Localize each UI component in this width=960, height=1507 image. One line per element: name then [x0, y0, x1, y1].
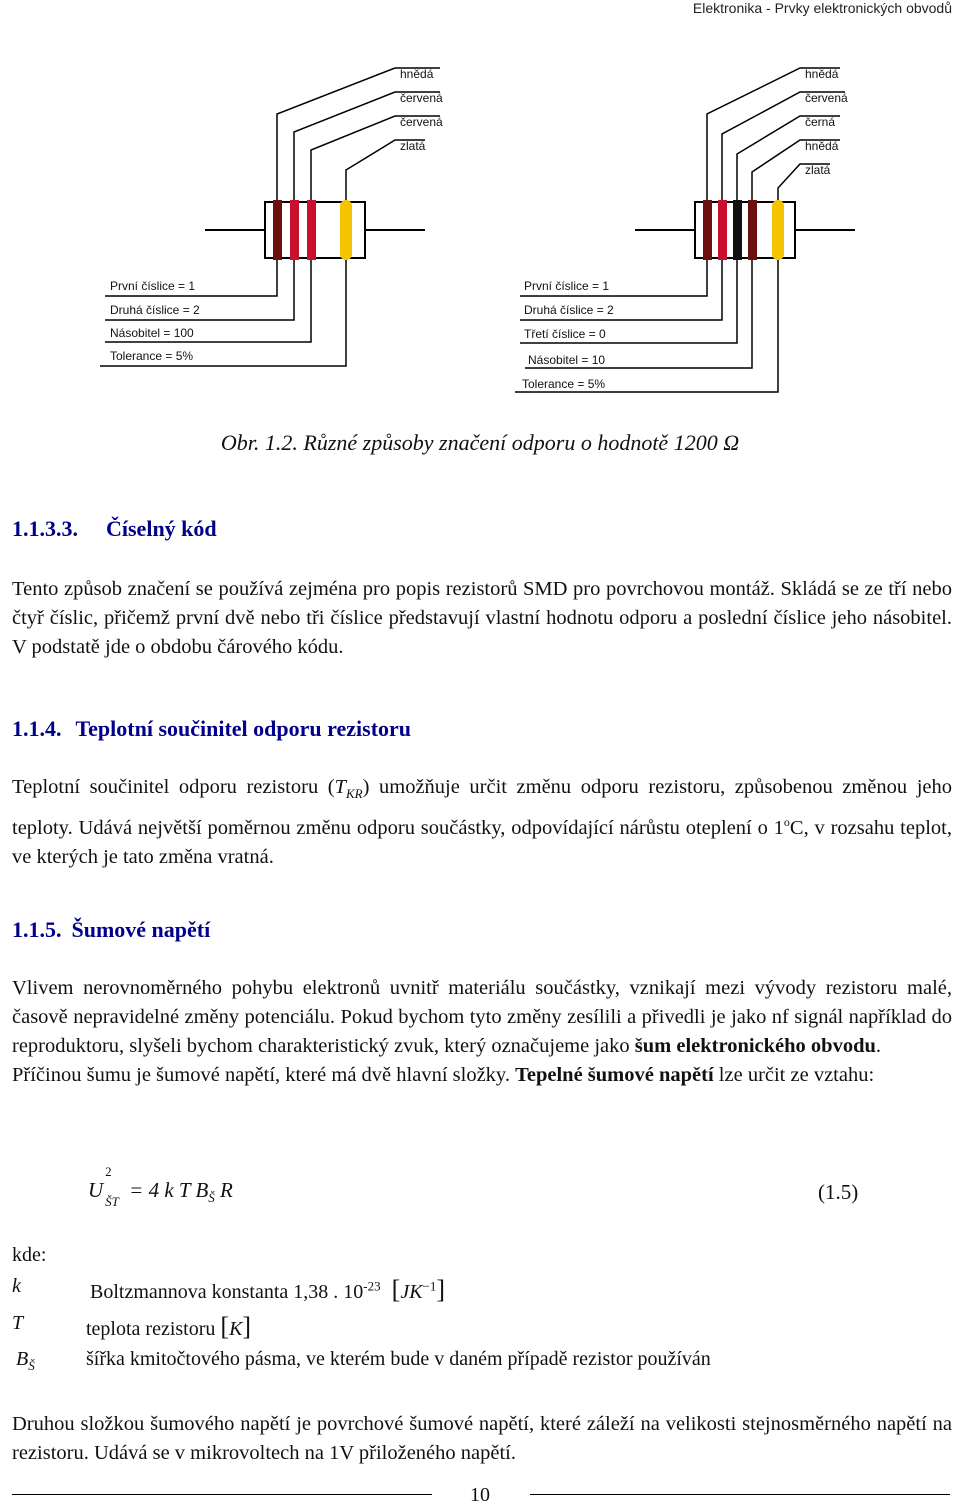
- definition-text: šířka kmitočtového pásma, ve kterém bude v daném případě rezistor používán: [86, 1348, 711, 1370]
- band-brown: [703, 200, 712, 260]
- label-bottom: Druhá číslice = 2: [524, 303, 614, 317]
- label-bottom: Násobitel = 100: [110, 326, 194, 340]
- definition-row: $B_Š$: [16, 1348, 35, 1373]
- paragraph-block: [12, 1410, 952, 1468]
- section-number: 1.1.4.: [12, 716, 62, 741]
- definition-text: teplota rezistoru [K]: [86, 1312, 252, 1341]
- paragraph: Teplotní součinitel odporu rezistoru $(T_{KR})$ umožňuje určit změnu odporu rezistoru, způsobenou změnou jeho teploty. Udává největší poměrnou změnu odporu součástky, odpovídající nárůstu oteplení o 1$^o$C, v rozsahu teplot, ve kterých je tato změna vratná.: [12, 776, 952, 868]
- section-heading: [12, 917, 210, 943]
- paragraph: Příčinou šumu je šumové napětí, které má dvě hlavní složky. Tepelné šumové napětí lze určit ze vztahu:: [12, 1064, 875, 1086]
- paragraph: Tento způsob značení se používá zejména pro popis rezistorů SMD pro povrchovou montáž. Skládá se ze tří nebo čtyř číslic, přičemž první dvě nebo tři číslice představují vlastní hodnotu odporu a poslední číslice jeho násobitel. V podstatě jde o obdobu čárového kódu.: [12, 578, 952, 658]
- band-red: [307, 200, 316, 260]
- label-top: červená: [400, 91, 443, 105]
- band-red: [290, 200, 299, 260]
- section-heading: [12, 516, 217, 542]
- band-brown: [748, 200, 757, 260]
- label-bottom: Třetí číslice = 0: [524, 327, 606, 341]
- figure-caption: Obr. 1.2. Různé způsoby značení odporu o hodnotě 1200 Ω: [220, 430, 740, 455]
- left-resistor: [100, 67, 443, 366]
- label-bottom: Násobitel = 10: [528, 353, 606, 367]
- label-top: červená: [805, 91, 848, 105]
- definition-text: Boltzmannova konstanta 1,38 . $10^{-23}$ $[JK^{-1}]$: [90, 1275, 446, 1304]
- label-top: zlatá: [805, 163, 831, 177]
- paragraph: Druhou složkou šumového napětí je povrchové šumové napětí, které záleží na velikosti stejnosměrného napětí na rezistoru. Udává se v mikrovoltech na 1V přiloženého napětí.: [12, 1413, 952, 1464]
- paragraph-block: [12, 575, 952, 662]
- label-top: hnědá: [400, 67, 434, 81]
- section-number: 1.1.5.: [12, 917, 62, 942]
- label-bottom: Druhá číslice = 2: [110, 303, 200, 317]
- label-bottom: První číslice = 1: [524, 279, 610, 293]
- band-gold: [772, 200, 784, 260]
- band-brown: [273, 200, 282, 260]
- right-resistor: [515, 67, 855, 392]
- section-title: Číselný kód: [106, 516, 217, 541]
- section-heading: [12, 716, 411, 742]
- label-bottom: První číslice = 1: [110, 279, 196, 293]
- label-top: hnědá: [805, 139, 839, 153]
- section-number: 1.1.3.3.: [12, 516, 78, 541]
- label-bottom: Tolerance = 5%: [522, 377, 606, 391]
- resistor-figure: [0, 50, 960, 410]
- paragraph: Vlivem nerovnoměrného pohybu elektronů uvnitř materiálu součástky, vznikají mezi vývody rezistoru malé, časově nepravidelné změny potenciálu. Pokud bychom tyto změny zesílili a přivedli je jako nf signál například do reproduktoru, slyšeli bychom charakteristický zvuk, který označujeme jako šum elektronického obvodu.: [12, 977, 952, 1057]
- band-black: [733, 200, 742, 260]
- paragraph-block: [12, 773, 952, 872]
- page-number: 10: [470, 1484, 490, 1506]
- label-bottom: Tolerance = 5%: [110, 349, 194, 363]
- running-header: Elektronika - Prvky elektronických obvodů: [692, 0, 952, 16]
- band-red: [718, 200, 727, 260]
- definitions-label: kde:: [12, 1244, 47, 1266]
- label-top: černá: [805, 115, 836, 129]
- section-title: Teplotní součinitel odporu rezistoru: [75, 716, 412, 741]
- equation: U 2 ŠT = 4 k T $B_Š$ R: [88, 1164, 233, 1209]
- band-gold: [340, 200, 352, 260]
- label-top: zlatá: [400, 139, 426, 153]
- definition-row: T: [12, 1312, 24, 1334]
- section-title: Šumové napětí: [71, 917, 211, 942]
- equation-number: (1.5): [818, 1180, 859, 1204]
- symbol-t: T: [334, 776, 346, 798]
- label-top: hnědá: [805, 67, 839, 81]
- paragraph-block: [12, 974, 952, 1090]
- label-top: červená: [400, 115, 443, 129]
- definition-row: k: [12, 1275, 21, 1297]
